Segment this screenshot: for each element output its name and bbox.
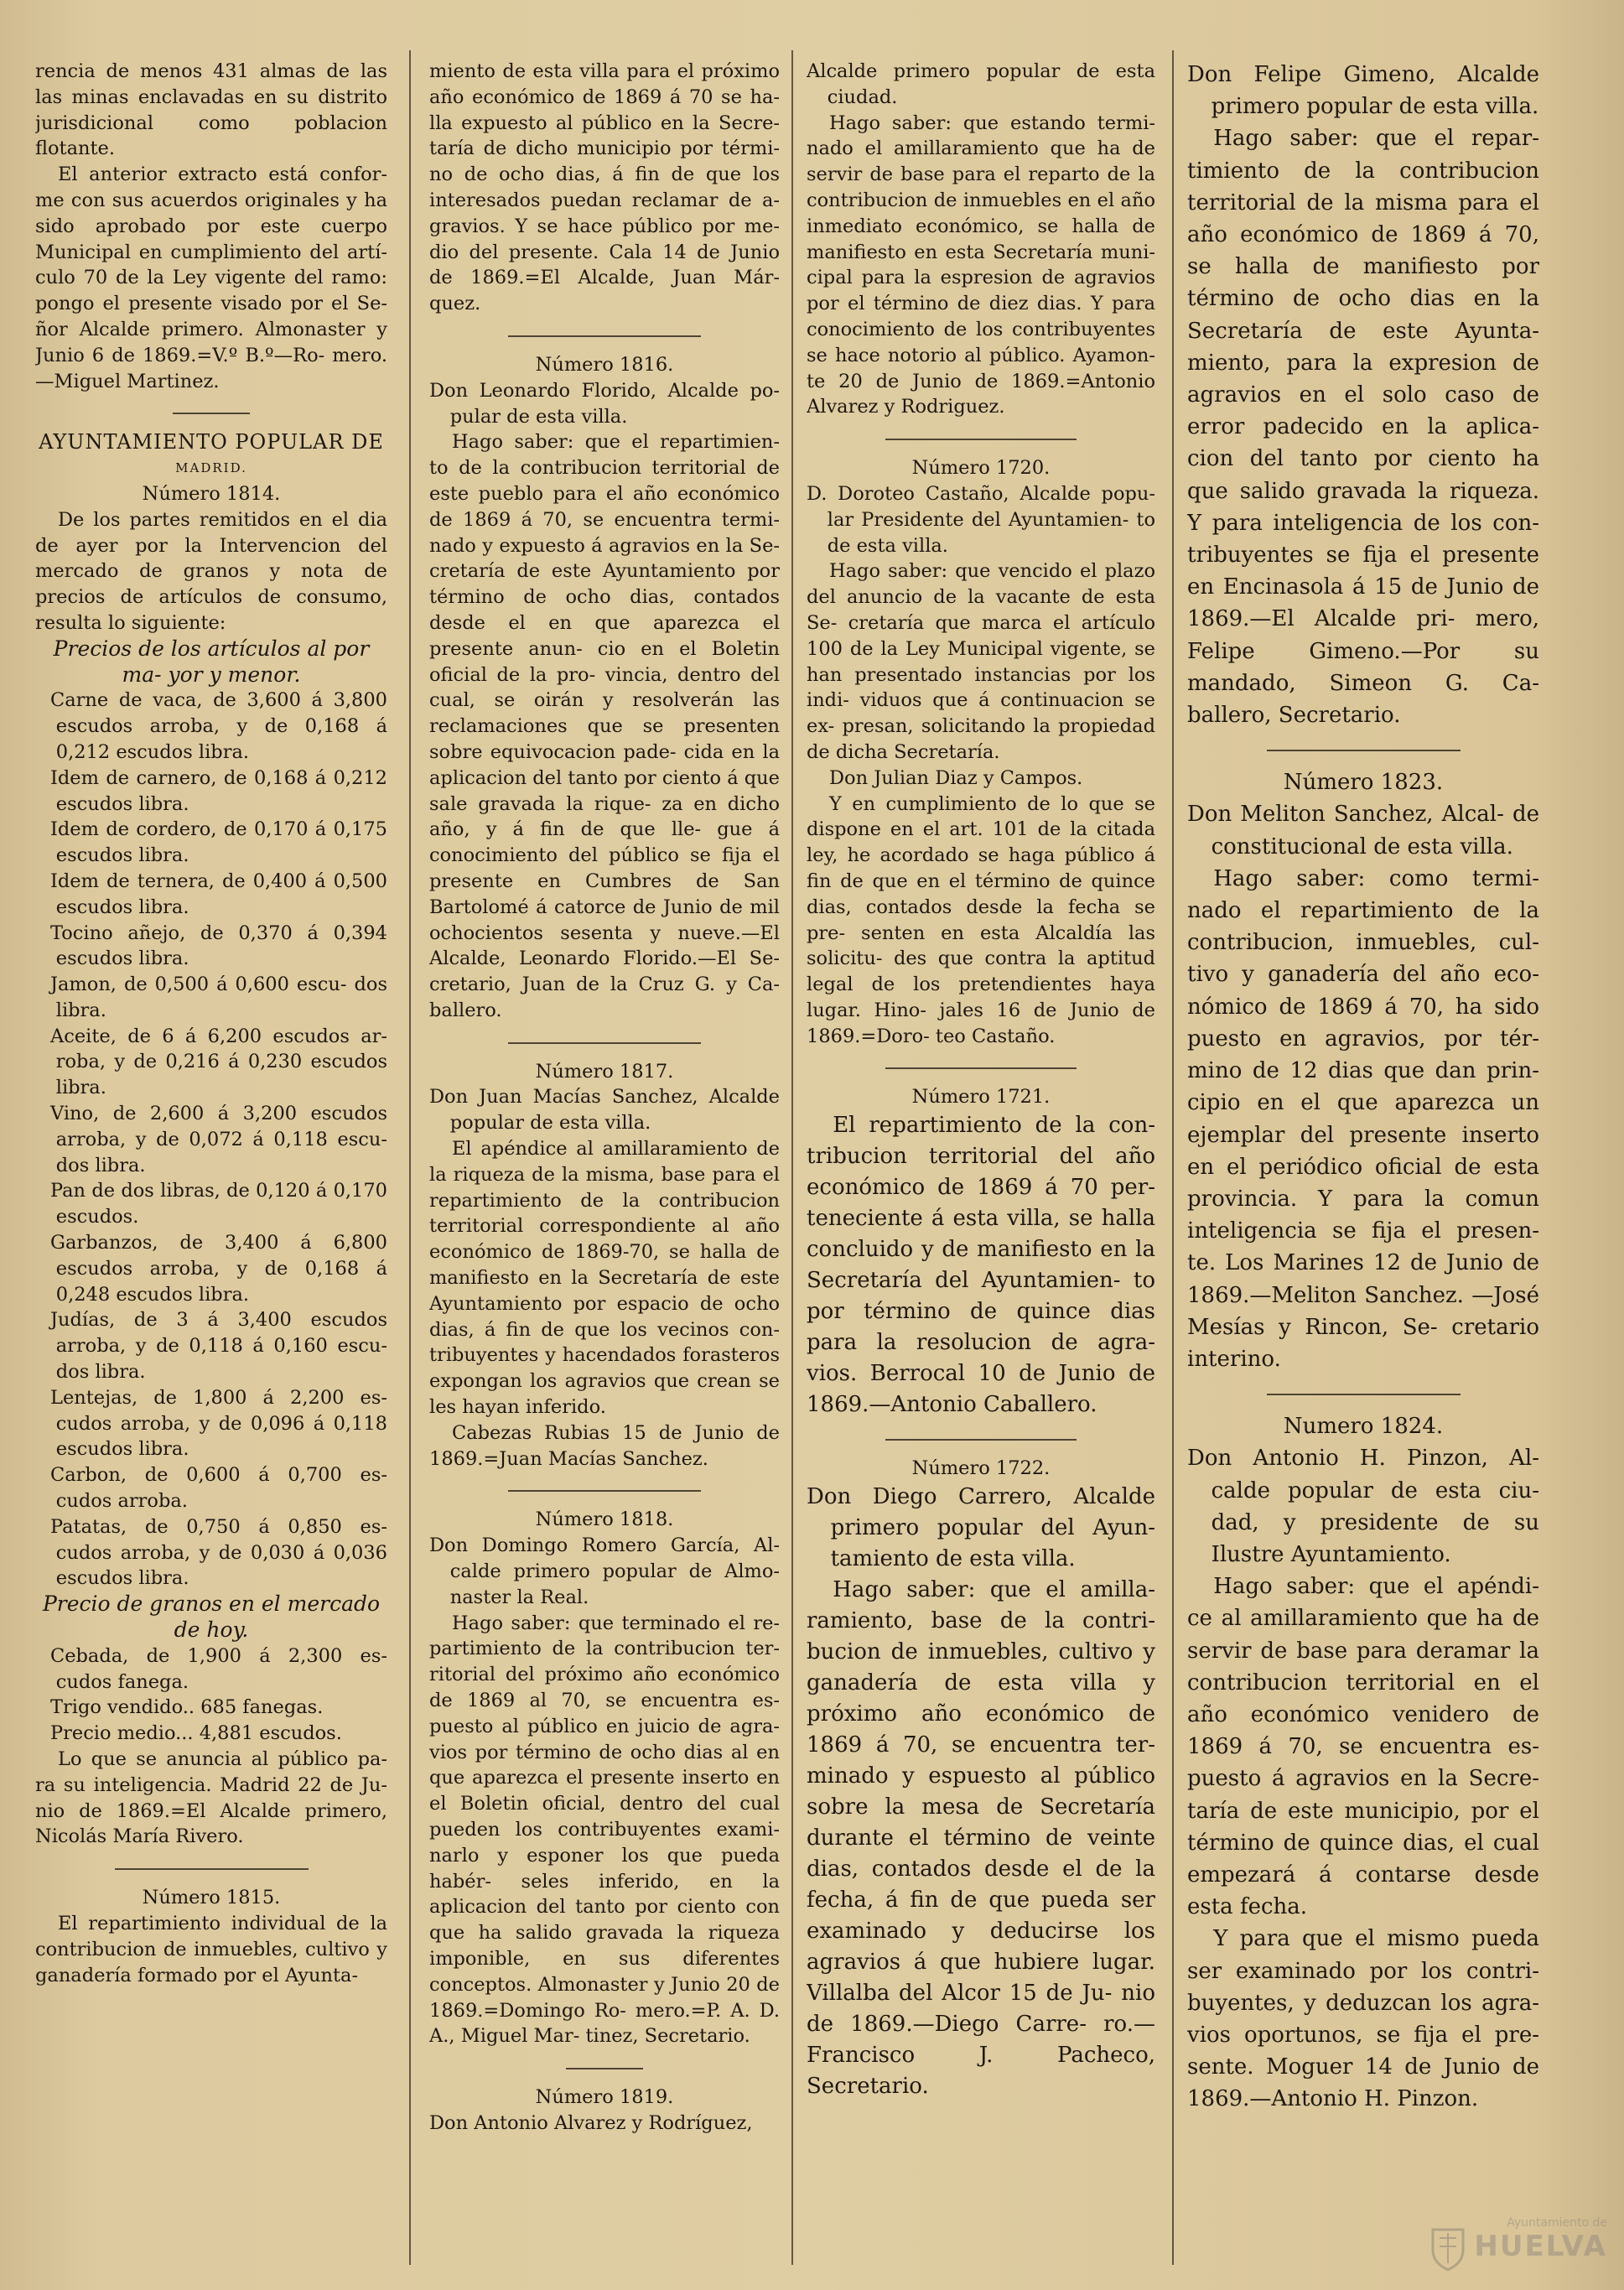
notice-number: Numero 1824. <box>1283 1414 1444 1440</box>
notice-heading: Don Antonio H. Pinzon, Al- calde popular de esta ciu- dad, y presidente de su Ilustre Ayuntamiento. <box>1187 1446 1539 1567</box>
section-title: AYUNTAMIENTO POPULAR DE <box>39 430 384 454</box>
notice-heading: Don Leonardo Florido, Alcalde po- pular de esta villa. <box>429 379 780 428</box>
paragraph: Y en cumplimiento de lo que se dispone en el art. 101 de la citada ley, he acordado se haga público á fin de que en el término de quince dias, contados desde la fecha se pre- senten en esta Alcaldía las solicitu- des que contra la aptitud legal de los pretendientes haya lugar. Hino- jales 16 de Junio de 1869.=Doro- teo Castaño. <box>807 792 1155 1047</box>
column-1 <box>35 59 387 2272</box>
separator <box>566 2068 643 2069</box>
notice-number: Número 1721. <box>911 1086 1051 1109</box>
notice-number: Número 1814. <box>142 482 281 505</box>
price-item: Idem de carnero, de 0,168 á 0,212 escudos libra. <box>50 766 387 815</box>
price-item: Garbanzos, de 3,400 á 6,800 escudos arroba, y de 0,168 á 0,248 escudos libra. <box>50 1232 387 1306</box>
notice-heading: Don Juan Macías Sanchez, Alcalde popular de esta villa. <box>429 1086 780 1135</box>
prices-heading: Precios de los artículos al por ma- yor y menor. <box>53 636 370 687</box>
paragraph: Hago saber: que vencido el plazo del anuncio de la vacante de esta Se- cretaría que marca el artículo 100 de la Ley Municipal vigente, se han presentado instancias por los indi- viduos que á continuacion se ex- presan, solicitando la propiedad de dicha Secretaría. <box>807 560 1155 763</box>
column-2 <box>429 59 780 2272</box>
watermark-line: Ayuntamiento de <box>1507 2216 1607 2230</box>
separator <box>885 439 1077 440</box>
notice-heading: Don Meliton Sanchez, Alcal- de constitucional de esta villa. <box>1187 802 1539 859</box>
grain-item: Precio medio... 4,881 escudos. <box>50 1722 342 1745</box>
separator <box>508 1490 701 1492</box>
paragraph: Hago saber: que terminado el re- partimiento de la contribucion ter- ritorial del próximo año económico de 1869 al 70, se encuentra es- puesto al público en juicio de agra- vios por término de ocho dias al en que aparezca el presente inserto en el Boletin oficial, dentro del cual pueden los contribuyentes exami- narlo y esponer los que pueda habér- seles inferido, en la aplicacion del tanto por ciento con que ha salido gravada la riqueza imponible, en sus diferentes conceptos. Almonaster y Junio 20 de 1869.=Domingo Ro- mero.=P. A. D. A., Miguel Mar- tinez, Secretario. <box>429 1612 780 2048</box>
paragraph: Lo que se anuncia al público pa- ra su inteligencia. Madrid 22 de Ju- nio de 1869.=El Alcalde primero, Nicolás María Rivero. <box>35 1748 387 1848</box>
separator <box>885 1439 1077 1441</box>
notice-number: Número 1720. <box>911 457 1051 480</box>
paragraph: El apéndice al amillaramiento de la riqueza de la misma, base para el repartimiento de la contribucion territorial correspondiente al año económico de 1869-70, se halla de manifiesto en la Secretaría de este Ayuntamiento por espacio de ocho dias, á fin de que los vecinos con- tribuyentes y hacendados forasteros expongan los agravios que crean se les hayan inferido. <box>429 1138 780 1419</box>
notice-number: Número 1823. <box>1283 770 1444 796</box>
paragraph: Y para que el mismo pueda ser examinado por los contri- buyentes, y deduzcan los agra- vios oportunos, se fija el pre- sente. Moguer 14 de Junio de 1869.—Antonio H. Pinzon. <box>1187 1926 1539 2112</box>
price-item: Idem de cordero, de 0,170 á 0,175 escudos libra. <box>50 818 387 867</box>
paragraph: Hago saber: que el repartimien- to de la contribucion territorial de este pueblo para el año económico de 1869 á 70, se encuentra termi- nado y expuesto á agravios en la Se- cretaría de este Ayuntamiento por término de ocho dias, contados desde el en que aparezca el presente anun- cio en el Boletin oficial de la pro- vincia, dentro del cual, se oirán y resolverán las reclamaciones que se presenten sobre equivocacion pade- cida en la aplicacion del tanto por ciento á que sale gravada la rique- za en dicho año, y á fin de que lle- gue á conocimiento del público se fija el presente en Cumbres de San Bartolomé á catorce de Junio de mil ochocientos sesenta y nueve.—El Alcalde, Leonardo Florido.—El Se- cretario, Juan de la Cruz G. y Ca- ballero. <box>429 431 780 1021</box>
paragraph: rencia de menos 431 almas de las las minas enclavadas en su distrito jurisdicional como poblacion flotante. <box>35 60 387 160</box>
paragraph: El repartimiento individual de la contribucion de inmuebles, cultivo y ganadería formado por el Ayunta- <box>35 1912 387 1986</box>
paragraph: Hago saber: que el repar- timiento de la contribucion territorial de la misma para el año económico de 1869 á 70, se halla de manifiesto por término de ocho dias en la Secretaría de este Ayunta- miento, para la expresion de agravios en el solo caso de error padecido en la aplica- cion del tanto por ciento ha que salido gravada la riqueza. Y para inteligencia de los con- tribuyentes se fija el presente en Encinasola á 15 de Junio de 1869.—El Alcalde pri- mero, Felipe Gimeno.—Por su mandado, Simeon G. Ca- ballero, Secretario. <box>1187 126 1539 729</box>
notice-heading: Don Felipe Gimeno, Alcalde primero popular de esta villa. <box>1187 62 1539 120</box>
price-item: Patatas, de 0,750 á 0,850 es- cudos arroba, y de 0,030 á 0,036 escudos libra. <box>50 1515 387 1590</box>
separator <box>508 1042 701 1044</box>
paragraph: Hago saber: como termi- nado el repartimiento de la contribucion, inmuebles, cul- tivo y ganadería del año eco- nómico de 1869 á 70, ha sido puesto en agravios, por tér- mino de 12 dias que dan prin- cipio en el que aparezca un ejemplar del presente inserto en el periódico oficial de esta provincia. Y para la comun inteligencia se fija el presen- te. Los Marines 12 de Junio de 1869.—Meliton Sanchez. —José Mesías y Rincon, Se- cretario interino. <box>1187 865 1539 1372</box>
separator <box>173 413 250 414</box>
paragraph: miento de esta villa para el próximo año económico de 1869 á 70 se ha- lla expuesto al público en la Secre- taría de dicho municipio por térmi- no de ocho dias, á fin de que los interesados puedan reclamar de a- gravios. Y se hace público por me- dio del presente. Cala 14 de Junio de 1869.=El Alcalde, Juan Már- quez. <box>429 60 780 315</box>
price-item: Pan de dos libras, de 0,120 á 0,170 escudos. <box>50 1180 387 1228</box>
price-item: Jamon, de 0,500 á 0,600 escu- dos libra. <box>50 974 387 1021</box>
separator <box>1267 750 1461 751</box>
price-list <box>35 688 387 1592</box>
paragraph: Don Julian Diaz y Campos. <box>829 766 1083 789</box>
separator <box>115 1868 309 1870</box>
notice-number: Número 1722. <box>911 1457 1051 1480</box>
notice-heading: Don Antonio Alvarez y Rodríguez, <box>429 2111 753 2134</box>
column-rule <box>409 50 411 2265</box>
paragraph: Hago saber: que el apéndi- ce al amillaramiento que ha de servir de base para deramar la contribucion territorial en el año económico venidero de 1869 á 70, se encuentra es- puesto á agravios en la Secre- taría de este municipio, por el término de quince dias, el cual empezará á contarse desde esta fecha. <box>1187 1574 1539 1920</box>
notice-heading: Alcalde primero popular de esta ciudad. <box>807 60 1155 108</box>
paragraph: Hago saber: que el amilla- ramiento, base de la contri- bucion de inmuebles, cultivo y ganadería de esta villa y próximo año económico de 1869 á 70, se encuentra ter- minado y espuesto al público sobre la mesa de Secretaría durante el término de veinte dias, contados desde el de la fecha, á fin de que pueda ser examinado y deducirse los agravios á que hubiere lugar. Villalba del Alcor 15 de Ju- nio de 1869.—Diego Carre- ro.—Francisco J. Pacheco, Secretario. <box>807 1577 1155 2100</box>
column-rule <box>1172 50 1174 2265</box>
price-item: Judías, de 3 á 3,400 escudos arroba, y de 0,118 á 0,160 escu- dos libra. <box>50 1309 387 1384</box>
column-3 <box>807 59 1155 2272</box>
notice-heading: Don Domingo Romero García, Al- calde primero popular de Almo- naster la Real. <box>429 1534 780 1608</box>
paragraph: Hago saber: que estando termi- nado el amillaramiento que ha de servir de base para el reparto de la contribucion de inmuebles en el año inmediato económico, se halla de manifiesto en esta Secretaría muni- cipal para la espresion de agravios por el término de diez dias. Y para conocimiento de los contribuyentes se hace notorio al público. Ayamon- te 20 de Junio de 1869.=Antonio Alvarez y Rodriguez. <box>807 112 1155 418</box>
watermark-city: HUELVA <box>1474 2230 1607 2263</box>
separator <box>508 335 701 337</box>
notice-heading: D. Doroteo Castaño, Alcalde popu- lar Presidente del Ayuntamien- to de esta villa. <box>807 482 1155 557</box>
notice-number: Número 1815. <box>142 1887 281 1909</box>
notice-number: Número 1816. <box>535 353 674 376</box>
grain-item: Trigo vendido.. 685 fanegas. <box>50 1696 324 1719</box>
price-item: Carne de vaca, de 3,600 á 3,800 escudos arroba, y de 0,168 á 0,212 escudos libra. <box>50 689 387 763</box>
notice-number: Número 1817. <box>535 1060 674 1083</box>
price-item: Tocino añejo, de 0,370 á 0,394 escudos libra. <box>50 922 387 970</box>
column-4 <box>1187 59 1539 2272</box>
paragraph: El anterior extracto está confor- me con sus acuerdos originales y ha sido aprobado por este cuerpo Municipal en cumplimiento del artí- culo 70 de la Ley vigente del ramo: pongo el presente visado por el Se- ñor Alcalde primero. Almonaster y Junio 6 de 1869.=V.º B.º—Ro- mero.—Miguel Martinez. <box>35 164 387 392</box>
price-item: Lentejas, de 1,800 á 2,200 es- cudos arroba, y de 0,096 á 0,118 escudos libra. <box>50 1386 387 1461</box>
grain-list <box>35 1644 387 1747</box>
column-rule <box>791 50 793 2265</box>
price-item: Aceite, de 6 á 6,200 escudos ar- roba, y de 0,216 á 0,230 escudos libra. <box>50 1025 387 1099</box>
grains-heading: Precio de granos en el mercado de hoy. <box>42 1592 381 1643</box>
section-subtitle: MADRID. <box>175 460 247 476</box>
paragraph: De los partes remitidos en el dia de ayer por la Intervencion del mercado de granos y nota de precios de artículos de consumo, resulta lo siguiente: <box>35 508 387 634</box>
price-item: Vino, de 2,600 á 3,200 escudos arroba, y de 0,072 á 0,118 escu- dos libra. <box>50 1103 387 1176</box>
separator <box>1267 1394 1461 1395</box>
paragraph: Cabezas Rubias 15 de Junio de 1869.=Juan Macías Sanchez. <box>429 1421 780 1470</box>
paragraph: El repartimiento de la con- tribucion territorial del año económico de 1869 á 70 per- teneciente á esta villa, se halla concluido y de manifiesto en la Secretaría del Ayuntamien- to por término de quince dias para la resolucion de agra- vios. Berrocal 10 de Junio de 1869.—Antonio Caballero. <box>807 1113 1155 1418</box>
archive-watermark <box>1456 2216 1607 2275</box>
notice-number: Número 1819. <box>535 2086 674 2109</box>
notice-heading: Don Diego Carrero, Alcalde primero popular del Ayun- tamiento de esta villa. <box>807 1484 1155 1572</box>
grain-item: Cebada, de 1,900 á 2,300 es- cudos fanega. <box>50 1644 387 1693</box>
price-item: Idem de ternera, de 0,400 á 0,500 escudos libra. <box>50 870 387 918</box>
notice-number: Número 1818. <box>535 1508 674 1531</box>
separator <box>885 1067 1077 1069</box>
price-item: Carbon, de 0,600 á 0,700 es- cudos arroba. <box>50 1464 387 1513</box>
